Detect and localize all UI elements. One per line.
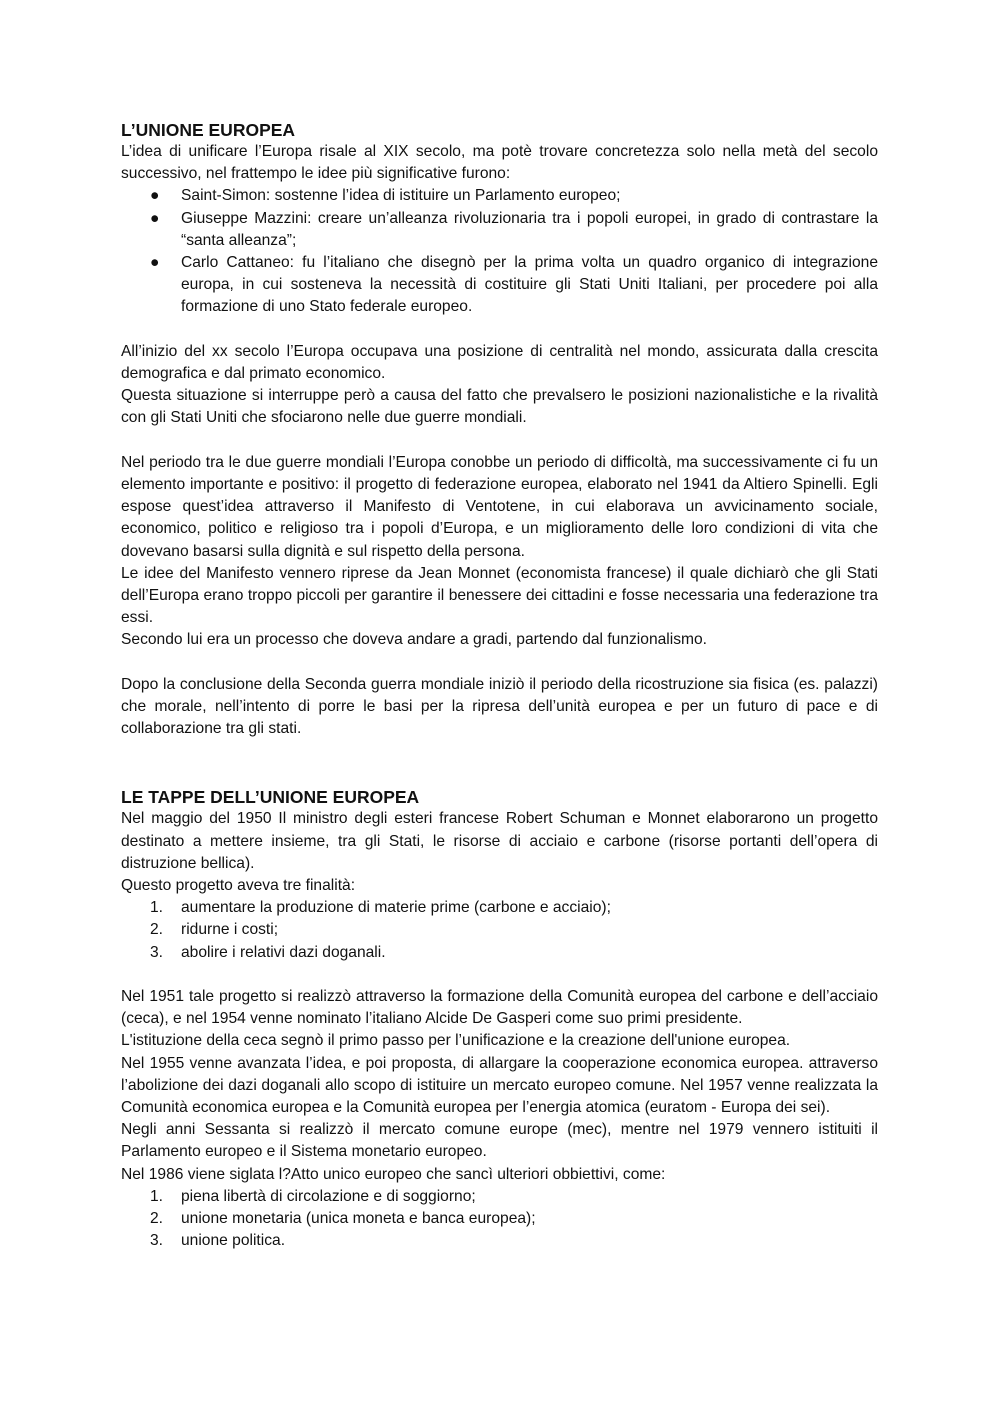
list-number: 3. [150,943,164,961]
spacer [121,319,878,341]
list-item-text: Carlo Cattaneo: fu l’italiano che disegnò per la prima volta un quadro organico di integrazione europa, in cui sosteneva la necessità di costituire gli Stati Uniti Italiani, per procedere poi alla formazione di uno Stato federale europeo. [181,254,878,316]
list-number: 3. [150,1232,164,1250]
list-number: 1. [150,899,164,917]
list-item-text: ridurne i costi; [181,921,279,939]
spacer [121,652,878,674]
list-item [121,208,878,252]
numbered-list [121,897,878,964]
paragraph: Negli anni Sessanta si realizzò il mercato comune europe (mec), mentre nel 1979 vennero istituiti il Parlamento europeo e il Sistema monetario europeo. [121,1121,878,1161]
bullet-list [121,185,878,318]
section-title: L’UNIONE EUROPEA [121,120,296,140]
list-item [121,897,878,919]
list-item [121,1230,878,1252]
paragraph: L'istituzione della ceca segnò il primo passo per l’unificazione e la creazione dell'unione europea. [121,1032,791,1050]
spacer [121,964,878,986]
list-number: 1. [150,1187,164,1205]
paragraph: Nel maggio del 1950 Il ministro degli esteri francese Robert Schuman e Monnet elaborarono un progetto destinato a mettere insieme, tra gli Stati, le risorse di acciaio e carbone (risorse portanti dell’opera di distruzione bellica). [121,810,878,872]
spacer [121,740,878,771]
list-item [121,1208,878,1230]
paragraph: Nel periodo tra le due guerre mondiali l’Europa conobbe un periodo di difficoltà, ma successivamente ci fu un elemento importante e positivo: il progetto di federazione europea, elaborato nel 1941 da Altiero Spinelli. Egli espose quest’idea attraverso il Manifesto di Ventotene, in cui elaborava un avvicinamento sociale, economico, politico e religioso tra i popoli d’Europa, e un miglioramento delle loro condizioni di vita che dovevano basarsi sulla dignità e sul rispetto della persona. [121,453,878,560]
paragraph: Le idee del Manifesto vennero riprese da Jean Monnet (economista francese) il quale dichiarò che gli Stati dell’Europa erano troppo piccoli per garantire il benessere dei cittadini e fosse necessaria una federazione tra essi. [121,564,878,627]
paragraph: Dopo la conclusione della Seconda guerra mondiale iniziò il periodo della ricostruzione sia fisica (es. palazzi) che morale, nell’intento di porre le basi per la ripresa dell’unità europea e per un futuro di pace e di collaborazione tra gli stati. [121,675,878,738]
list-item-text: unione monetaria (unica moneta e banca europea); [181,1210,536,1228]
list-item [121,185,878,207]
paragraph: Secondo lui era un processo che doveva andare a gradi, partendo dal funzionalismo. [121,631,708,649]
list-item-text: piena libertà di circolazione e di soggiorno; [181,1187,476,1205]
numbered-list [121,1186,878,1253]
list-number: 2. [150,1210,164,1228]
list-item [121,252,878,319]
bullet-marker: ● [150,254,160,272]
list-item-text: Saint-Simon: sostenne l’idea di istituire un Parlamento europeo; [181,187,621,205]
list-item-text: abolire i relativi dazi doganali. [181,943,386,961]
list-item [121,1186,878,1208]
bullet-marker: ● [150,209,160,227]
paragraph: L’idea di unificare l’Europa risale al XIX secolo, ma potè trovare concretezza solo nella metà del secolo successivo, nel frattempo le idee più significative furono: [121,143,878,183]
spacer [121,430,878,452]
paragraph: Questo progetto aveva tre finalità: [121,877,356,895]
paragraph: Nel 1951 tale progetto si realizzò attraverso la formazione della Comunità europea del carbone e dell’acciaio (ceca), e nel 1954 venne nominato l’italiano Alcide De Gasperi come suo primi presidente. [121,988,878,1028]
list-item-text: Giuseppe Mazzini: creare un’alleanza rivoluzionaria tra i popoli europei, in grado di contrastare la “santa alleanza”; [181,209,878,249]
list-item-text: aumentare la produzione di materie prime (carbone e acciaio); [181,899,611,917]
paragraph: Nel 1955 venne avanzata l’idea, e poi proposta, di allargare la cooperazione economica europea. attraverso l’abolizione dei dazi doganali allo scopo di istituire un mercato europeo comune. Nel 1957 venne realizzata la Comunità economica europea e la Comunità europea per l’energia atomica (euratom - Europa dei sei). [121,1054,878,1117]
paragraph: Nel 1986 viene siglata l?Atto unico europeo che sancì ulteriori obbiettivi, come: [121,1165,666,1183]
paragraph: All’inizio del xx secolo l’Europa occupava una posizione di centralità nel mondo, assicurata dalla crescita demografica e dal primato economico. [121,342,878,383]
list-item [121,942,878,964]
list-number: 2. [150,921,164,939]
section-title: LE TAPPE DELL’UNIONE EUROPEA [121,787,420,808]
list-item [121,919,878,941]
paragraph: Questa situazione si interruppe però a causa del fatto che prevalsero le posizioni nazionalistiche e la rivalità con gli Stati Uniti che sfociarono nelle due guerre mondiali. [121,387,878,427]
bullet-marker: ● [150,187,160,205]
list-item-text: unione politica. [181,1232,286,1250]
